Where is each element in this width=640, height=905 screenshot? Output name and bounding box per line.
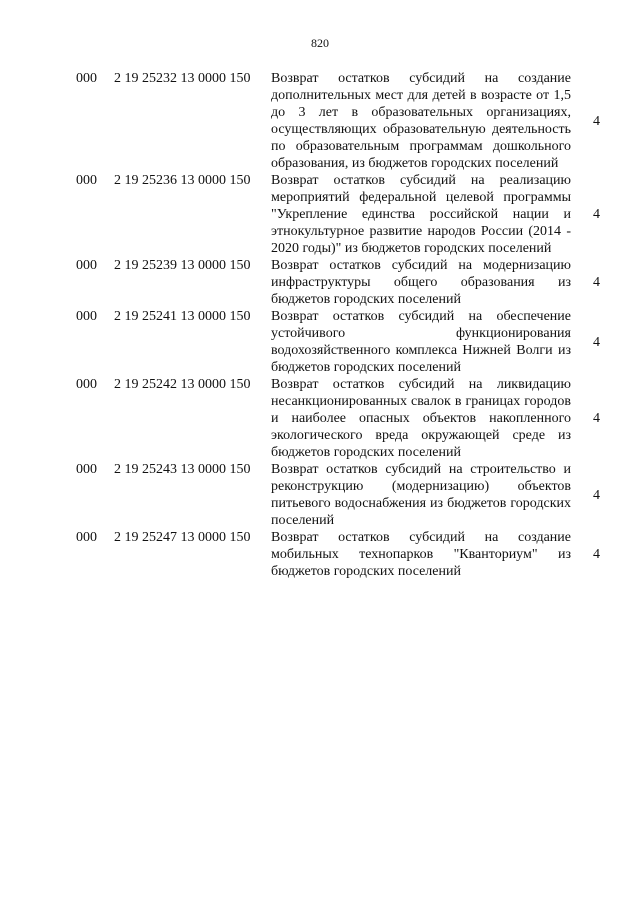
norm-value: 4 (593, 547, 600, 562)
admin-code: 000 (76, 530, 97, 545)
table-row (76, 461, 606, 529)
page-number: 820 (311, 36, 329, 50)
admin-code: 000 (76, 462, 97, 477)
table-row (76, 257, 606, 308)
budget-classification-code: 2 19 25236 13 0000 150 (114, 173, 251, 188)
admin-code: 000 (76, 258, 97, 273)
admin-code: 000 (76, 173, 97, 188)
income-name: Возврат остатков субсидий на ликвидацию несанкционированных свалок в границах городов и наиболее опасных объектов накопленного экологического вреда окружающей среде из бюджетов городских поселений (271, 377, 571, 460)
table-row (76, 376, 606, 461)
budget-classification-code: 2 19 25242 13 0000 150 (114, 377, 251, 392)
budget-classification-code: 2 19 25239 13 0000 150 (114, 258, 251, 273)
income-name: Возврат остатков субсидий на модернизацию инфраструктуры общего образования из бюджетов городских поселений (271, 258, 571, 307)
budget-classification-code: 2 19 25241 13 0000 150 (114, 309, 251, 324)
income-name: Возврат остатков субсидий на строительство и реконструкцию (модернизацию) объектов питьевого водоснабжения из бюджетов городских поселений (271, 462, 571, 528)
budget-classification-code: 2 19 25243 13 0000 150 (114, 462, 251, 477)
admin-code: 000 (76, 71, 97, 86)
norm-value: 4 (593, 487, 600, 503)
income-name: Возврат остатков субсидий на создание дополнительных мест для детей в возрасте от 1,5 до 3 лет в образовательных организациях, осуществляющих образовательную деятельность по образовательным программам дошкольного образования, из бюджетов городских поселений (271, 71, 571, 171)
norm-value: 4 (593, 207, 600, 222)
table-row (76, 172, 606, 257)
admin-code: 000 (76, 309, 97, 324)
table-row (76, 308, 606, 376)
budget-classification-code: 2 19 25232 13 0000 150 (114, 71, 251, 86)
norm-value: 4 (593, 411, 600, 426)
table-row (76, 70, 606, 172)
income-name: Возврат остатков субсидий на создание мобильных технопарков "Кванториум" из бюджетов городских поселений (271, 530, 571, 579)
budget-code-table (76, 70, 606, 580)
table-row (76, 529, 606, 580)
income-name: Возврат остатков субсидий на реализацию мероприятий федеральной целевой программы "Укрепление единства российской нации и этнокультурное развитие народов России (2014 - 2020 годы)" из бюджетов городских поселений (271, 173, 571, 256)
budget-classification-code: 2 19 25247 13 0000 150 (114, 530, 251, 545)
norm-value: 4 (593, 334, 600, 350)
norm-value: 4 (593, 275, 600, 290)
income-name: Возврат остатков субсидий на обеспечение устойчивого функционирования водохозяйственного комплекса Нижней Волги из бюджетов городских поселений (271, 309, 571, 375)
norm-value: 4 (593, 113, 600, 129)
admin-code: 000 (76, 377, 97, 392)
